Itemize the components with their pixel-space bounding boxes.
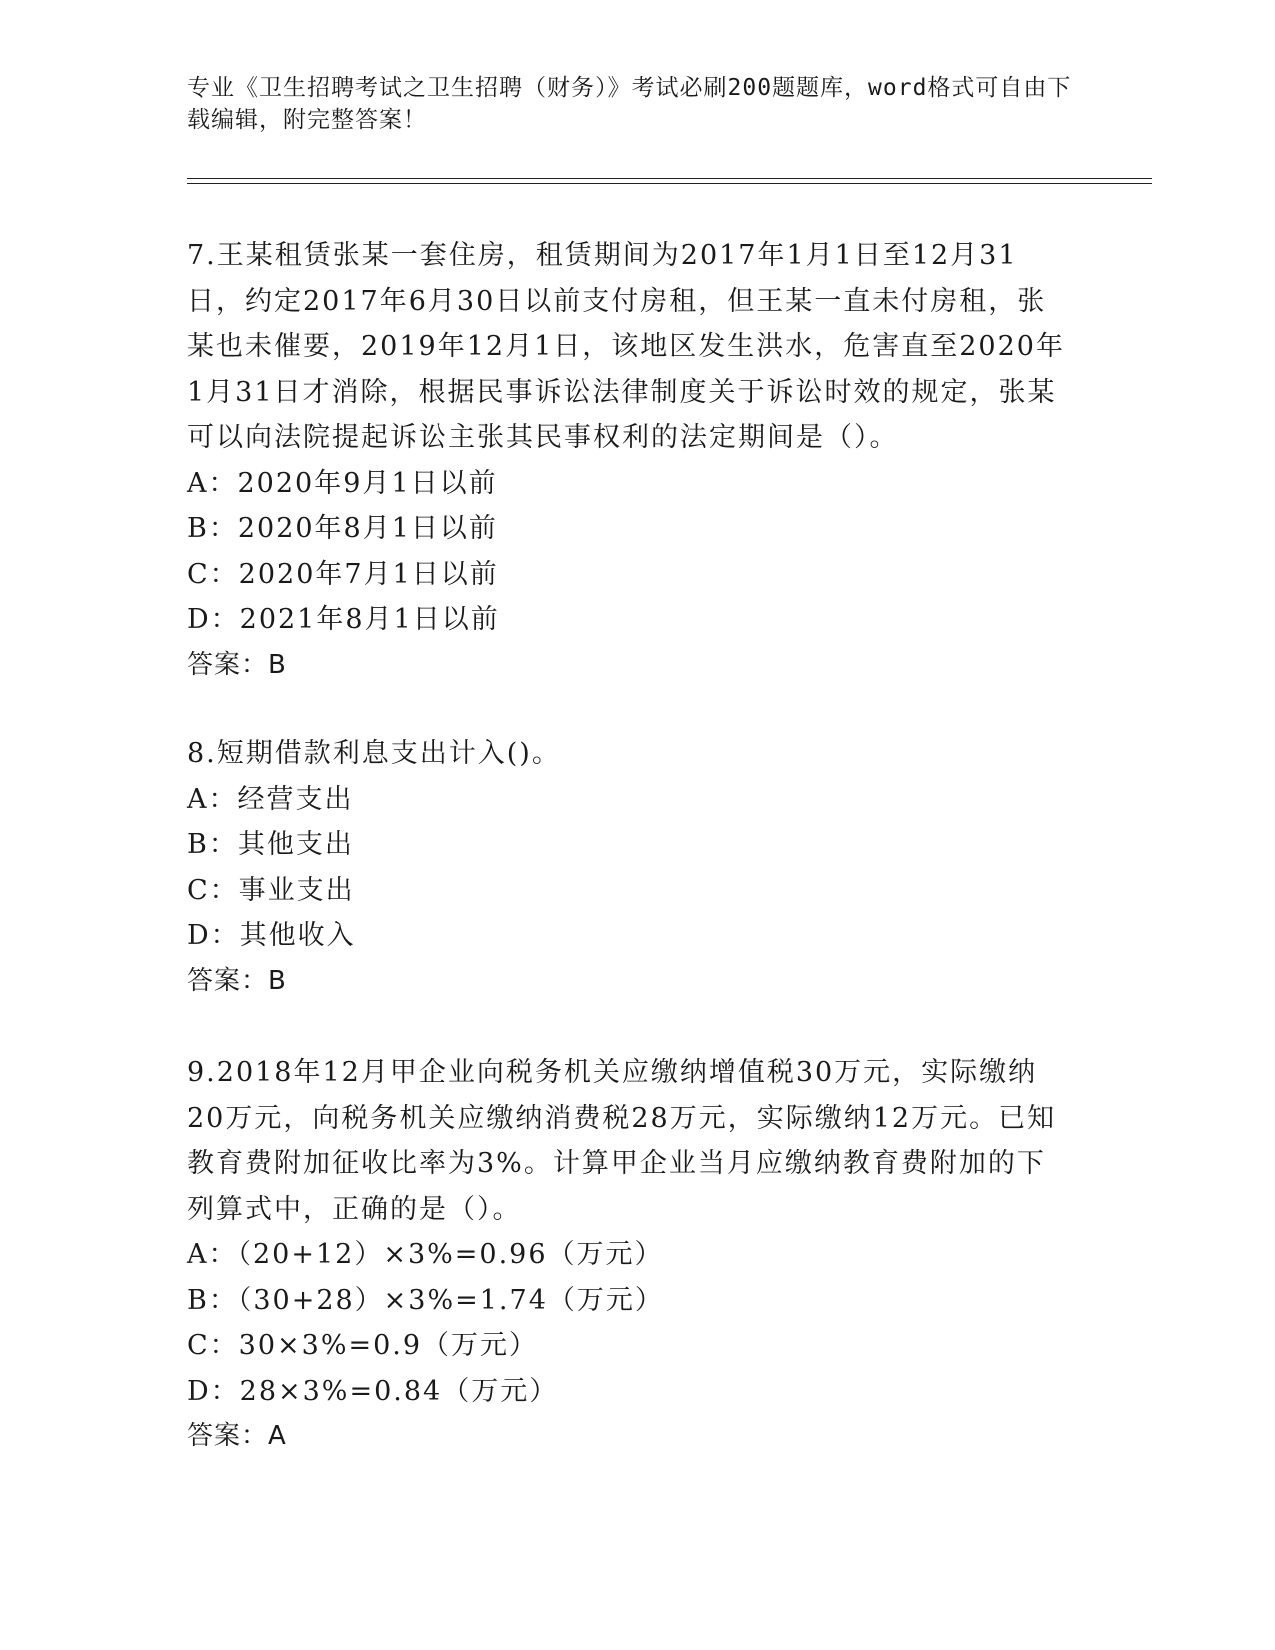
option-d: D：28×3%=0.84（万元） — [187, 1375, 559, 1407]
option-b: B：（30+28）×3%=1.74（万元） — [187, 1284, 664, 1316]
option-b: B：其他支出 — [187, 829, 354, 860]
option-d: D：2021年8月1日以前 — [187, 604, 500, 635]
option-c: C：事业支出 — [187, 874, 355, 906]
header-divider-bottom — [187, 183, 1152, 184]
option-d: D：其他收入 — [187, 920, 356, 951]
option-a: A：经营支出 — [187, 783, 354, 815]
question-8 — [187, 731, 1067, 1004]
question-7 — [187, 233, 1067, 688]
option-c: C：2020年7月1日以前 — [187, 558, 499, 590]
question-stem: 7.王某租赁张某一套住房，租赁期间为2017年1月1日至12月31日，约定2017年6月30日以前支付房租，但王某一直未付房租，张某也未催要，2019年12月1日，该地区发生洪水，危害直至2020年1月31日才消除，根据民事诉讼法律制度关于诉讼时效的规定，张某可以向法院提起诉讼主张其民事权利的法定期间是（）。 — [187, 240, 1065, 453]
option-b: B：2020年8月1日以前 — [187, 513, 498, 544]
question-stem: 8.短期借款利息支出计入()。 — [187, 738, 561, 769]
answer-line: 答案：A — [187, 1421, 287, 1451]
answer-line: 答案：B — [187, 965, 287, 996]
option-a: A：（20+12）×3%=0.96（万元） — [187, 1239, 664, 1270]
answer-line: 答案：B — [187, 649, 287, 680]
document-header: 专业《卫生招聘考试之卫生招聘（财务）》考试必刷200题题库，word格式可自由下载编辑，附完整答案！ — [187, 75, 1072, 133]
question-stem: 9.2018年12月甲企业向税务机关应缴纳增值税30万元，实际缴纳20万元，向税务机关应缴纳消费税28万元，实际缴纳12万元。已知教育费附加征收比率为3%。计算甲企业当月应缴纳教育费附加的下列算式中，正确的是（）。 — [187, 1057, 1057, 1225]
question-9 — [187, 1050, 1067, 1460]
option-a: A：2020年9月1日以前 — [187, 467, 498, 499]
header-divider-top — [187, 178, 1152, 179]
option-c: C：30×3%=0.9（万元） — [187, 1330, 539, 1361]
